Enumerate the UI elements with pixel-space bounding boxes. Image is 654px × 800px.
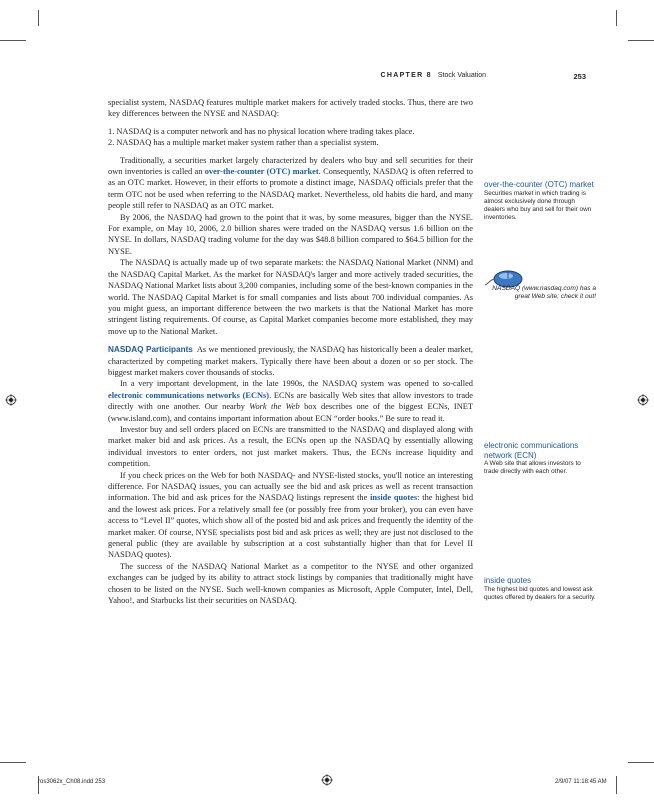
paragraph-markets: The NASDAQ is actually made up of two separate markets: the NASDAQ National Market (NNM) and the NASDAQ Capital Market. As the market for NASDAQ's larger and more actively traded securities, the NASDAQ National Market lists about 3,200 companies, including some of the best-known companies in the world. The NASDAQ Capital Market is for small companies and lists about 700 individual companies. As you might guess, an important difference between the two markets is that the National Market has more stringent listing requirements. Of course, as Capital Market companies become more established, they may move up to the National Market. [108, 258, 473, 336]
web-note: NASDAQ (www.nasdaq.com) has a great Web site; check it out! [492, 285, 596, 300]
body-text [108, 97, 473, 606]
paragraph-ecn: In a very important development, in the late 1990s, the NASDAQ system was opened to so-called electronic communications networks (ECNs). ECNs are basically Web sites that allow investors to trade directly with one another. Our nearby Work the Web box describes one of the biggest ECNs, INET (www.island.com), and contains important information about ECN “order books.” Be sure to read it. [108, 379, 473, 423]
paragraph-orders: Investor buy and sell orders placed on ECNs are transmitted to the NASDAQ and displayed along with market maker bid and ask prices. As a result, the ECNs open up the NASDAQ by essentially allowing individual investors to enter orders, not just market makers. Thus, the ECNs increase liquidity and competition. [108, 424, 473, 469]
section-title: Stock Valuation [437, 72, 486, 79]
crop-mark [616, 10, 617, 26]
difference-list [108, 126, 473, 149]
paragraph-quotes: If you check prices on the Web for both NASDAQ- and NYSE-listed stocks, you'll notice an interesting difference. For NASDAQ issues, you can actually see the bid and ask prices as well as recent transaction information. The bid and ask prices for the NASDAQ listings represent the inside quotes: the highest bid and the lowest ask prices. For a relatively small fee (or possibly free from your broker), you can even have access to “Level II” quotes, which show all of the posted bid and ask prices and frequently the identity of the market maker. Of course, NYSE specialists post bid and ask prices as well; they are just not disclosed to the general public (they are available by subscription at a cost substantially higher than that for Level II NASDAQ quotes). [108, 470, 474, 560]
paragraph-participants: NASDAQ Participants As we mentioned previously, the NASDAQ has historically been a dealer market, characterized by competing market makers. Typically there have been about a dozen or so per stock. The biggest market makers cover thousands of stocks. [108, 345, 474, 377]
list-item: 2. NASDAQ has a multiple market maker system rather than a specialist system. [108, 138, 379, 148]
list-item: 1. NASDAQ is a computer network and has no physical location where trading takes place. [108, 126, 415, 136]
glossary-ecn [484, 441, 596, 476]
paragraph-otc: Traditionally, a securities market largely characterized by dealers who buy and sell securities for their own inventories is called an over-the-counter (OTC) market. Consequently, NASDAQ is often referred to as an OTC market. However, in their efforts to promote a distinct image, NASDAQ officials prefer that the term OTC not be used when referring to the NASDAQ market. Nevertheless, old habits die hard, and many people still refer to NASDAQ as an OTC market. [108, 155, 473, 211]
glossary-term: inside quotes [484, 576, 532, 585]
box-reference: Work the Web [249, 402, 300, 412]
running-header [108, 72, 586, 84]
glossary-term: over-the-counter (OTC) market [484, 180, 594, 189]
crop-mark [0, 40, 26, 41]
keyword-inside-quotes: inside quotes [370, 493, 418, 503]
glossary-otc [484, 180, 596, 222]
glossary-definition: The highest bid quotes and lowest ask quotes offered by dealers for a security. [484, 585, 596, 601]
crop-mark [628, 40, 654, 41]
glossary-term: electronic communications network (ECN) [484, 441, 579, 460]
keyword-ecn: electronic communications networks (ECNs) [108, 390, 270, 400]
crop-mark [0, 762, 26, 763]
paragraph-volume: By 2006, the NASDAQ had grown to the point that it was, by some measures, bigger than the NYSE. For example, on May 10, 2006, 2.0 billion shares were traded on the NASDAQ versus 1.6 billion on the NYSE. In dollars, NASDAQ trading volume for the day was $48.8 billion compared to $64.5 billion for the NYSE. [108, 212, 473, 256]
crop-mark [38, 10, 39, 26]
date-slug: 2/9/07 11:18:45 AM [555, 779, 607, 785]
glossary-definition: A Web site that allows investors to trade directly with each other. [484, 460, 581, 476]
subheading: NASDAQ Participants [108, 345, 193, 355]
glossary-inside-quotes [484, 576, 596, 602]
crop-mark [616, 776, 617, 794]
intro-paragraph: specialist system, NASDAQ features multiple market makers for actively traded stocks. Thus, there are two key differences between the NYSE and NASDAQ: [108, 98, 473, 119]
registration-mark-icon [321, 774, 333, 786]
keyword-otc: over-the-counter (OTC) market [204, 167, 319, 177]
page-number: 253 [573, 72, 586, 81]
crop-mark [628, 762, 654, 763]
glossary-definition: Securities market in which trading is almost exclusively done through dealers who buy and sell for their own inventories. [484, 189, 592, 221]
file-slug: ros3062x_Ch08.indd 253 [38, 779, 106, 785]
registration-mark-icon [637, 394, 649, 406]
paragraph-success: The success of the NASDAQ National Market as a competitor to the NYSE and other organized exchanges can be judged by its ability to attract stock listings by companies that traditionally might have chosen to be listed on the NYSE. Such well-known companies as Microsoft, Apple Computer, Intel, Dell, Yahoo!, and Starbucks list their securities on NASDAQ. [108, 561, 473, 606]
registration-mark-icon [5, 394, 17, 406]
chapter-label: CHAPTER 8 Stock Valuation [380, 72, 486, 79]
